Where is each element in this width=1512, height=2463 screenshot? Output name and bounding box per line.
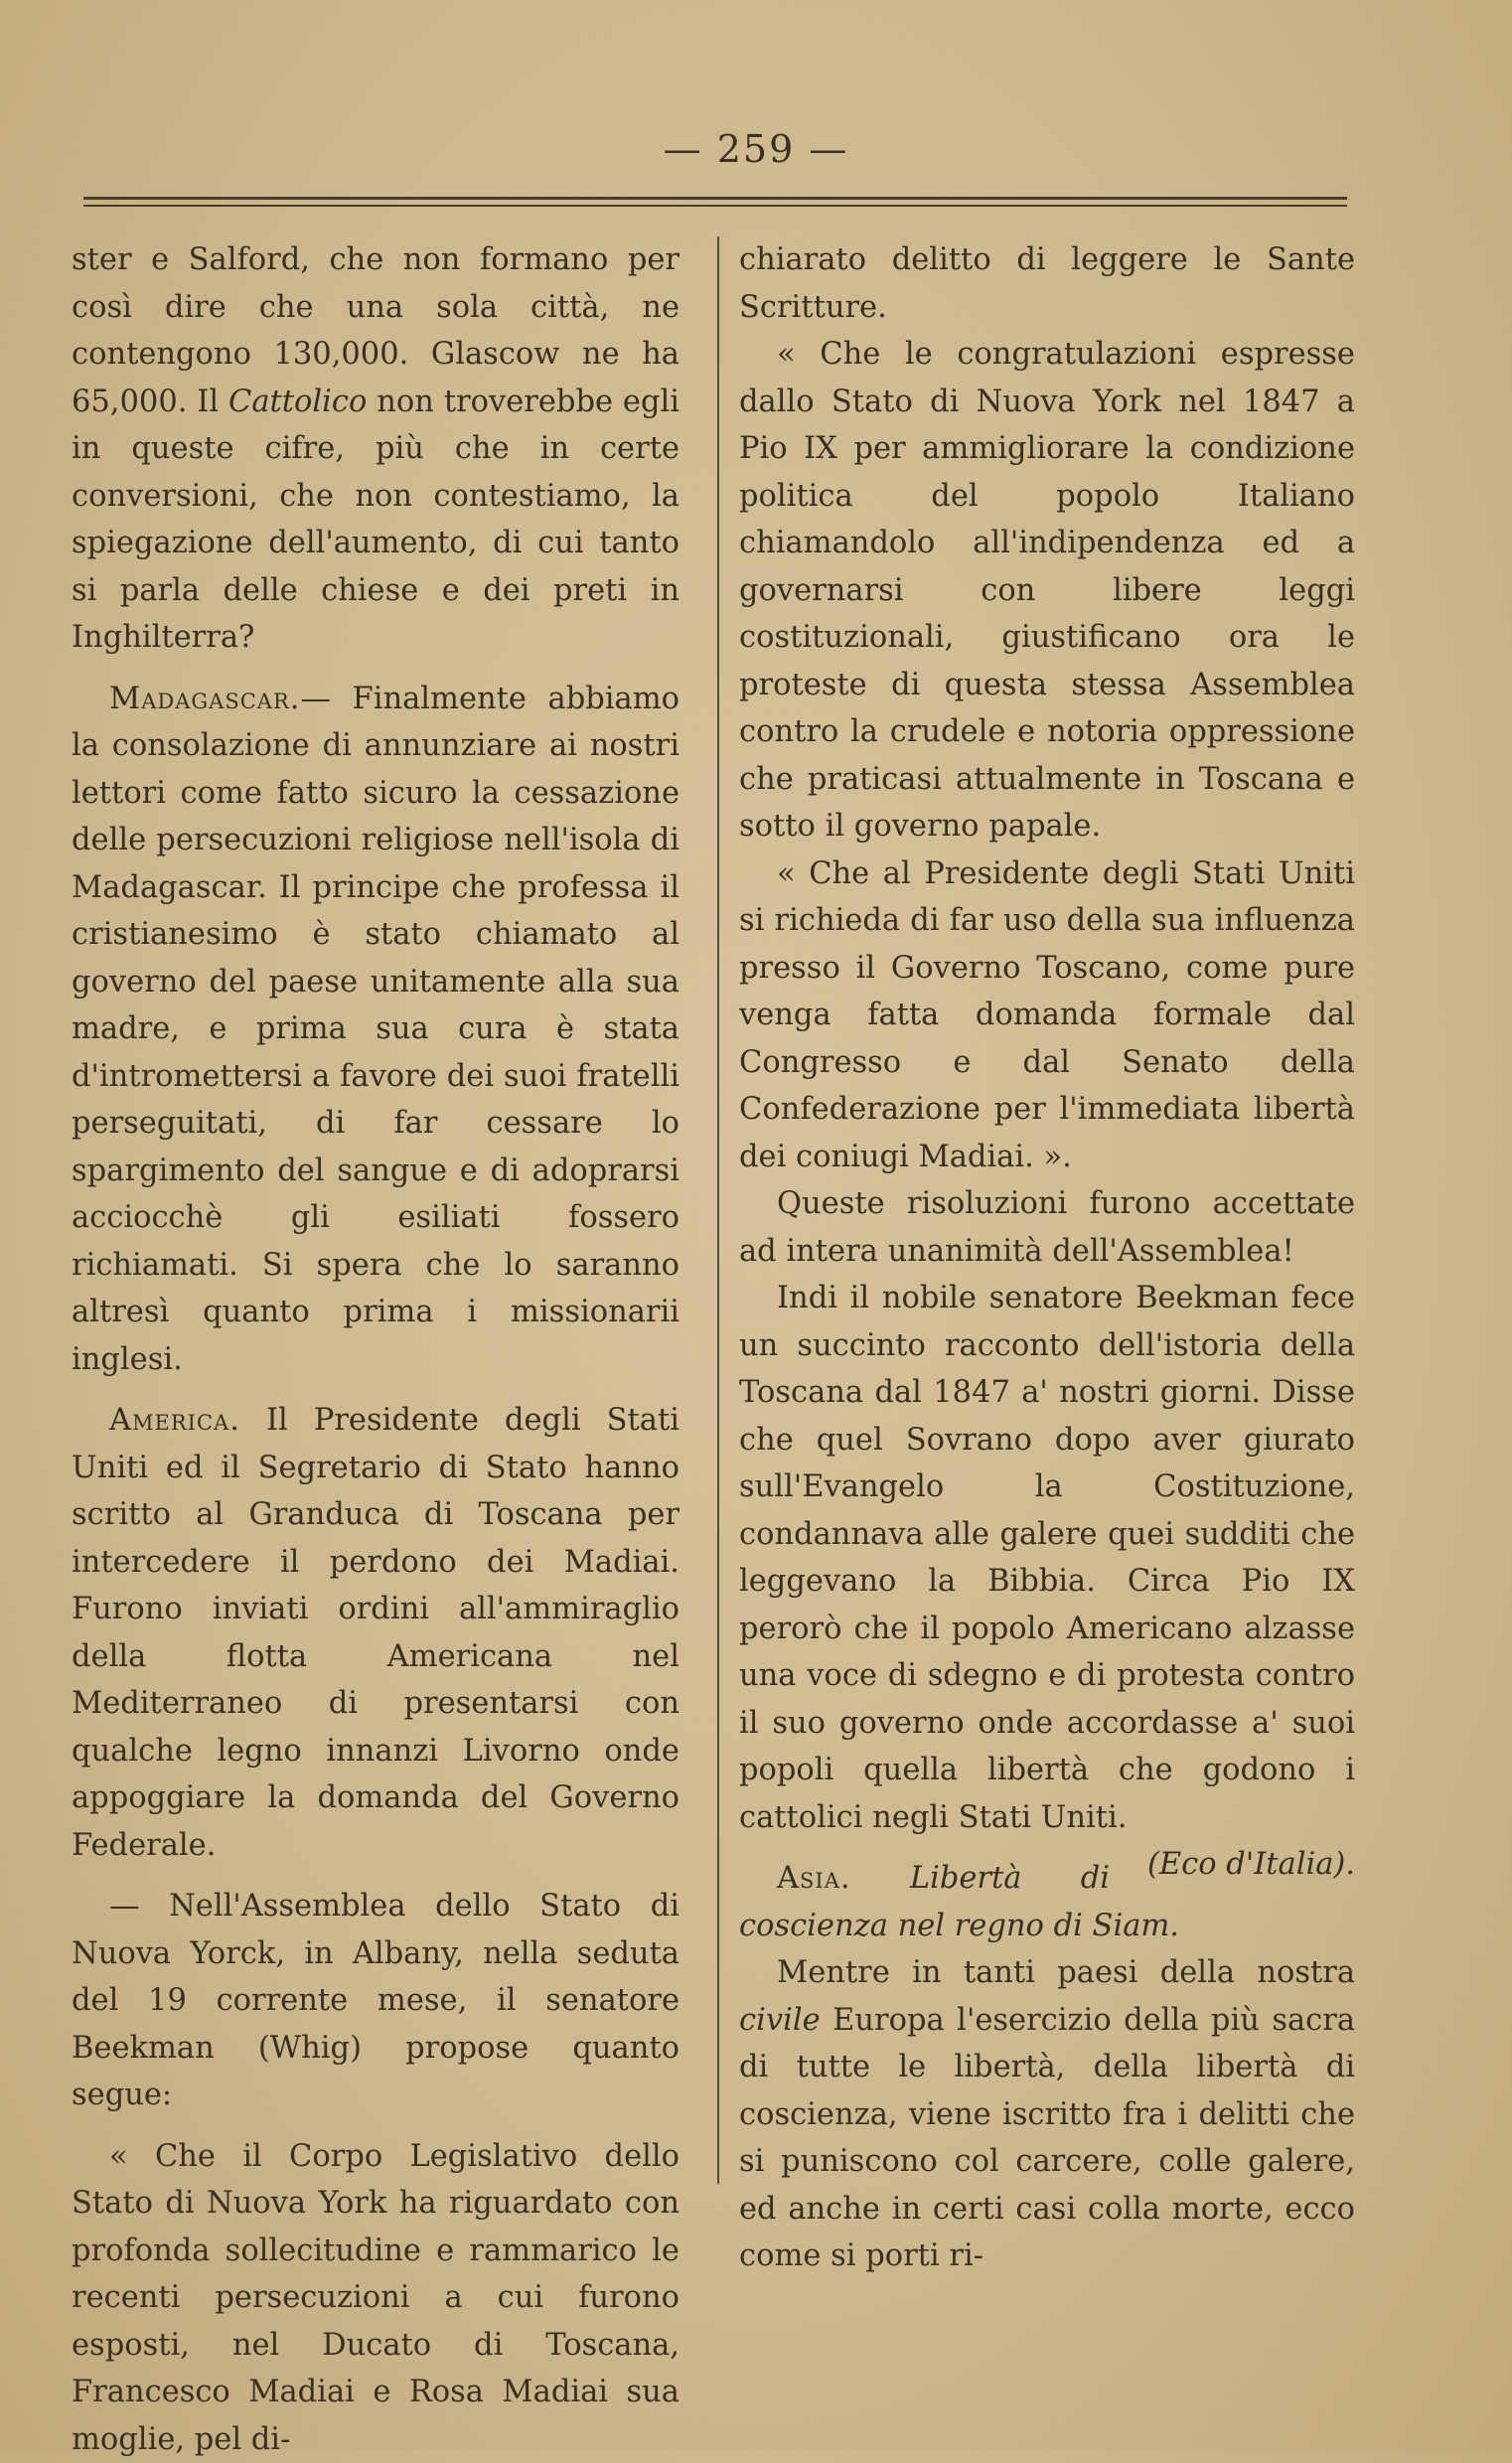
header-rule — [83, 197, 1347, 207]
beekman-text: Indi il nobile senatore Beekman fece un succinto racconto dell'istoria della Toscana dal 1847 a' nostri giorni. Disse che quel Sovrano dopo aver giurato sull'Evangelo la Costituzione, condannava alle galere quei sudditi che leggevano la Bibbia. Circa Pio IX perorò che il popolo Americano alzasse una voce di sdegno e di protesta contro il suo governo onde accordasse a' suoi popoli quella libertà che godono i cattolici negli Stati Uniti. — [739, 1281, 1355, 1835]
left-p1-text: ster e Salford, che non formano per così dire che una sola città, ne contengono 130,000. Glascow ne ha 65,000. Il Cattolico non troverebbe egli in queste cifre, più che in certe conversioni, che non contestiamo, la spiegazione dell'aumento, di cui tanto si parla delle chiese e dei preti in Inghilterra? — [72, 242, 680, 655]
asia-heading: Asia. — [777, 1861, 851, 1896]
right-paragraph-1: chiarato delitto di leggere le Sante Scritture. — [739, 236, 1355, 331]
siam-text-a: Mentre in tanti paesi della nostra — [777, 1955, 1355, 1990]
asia-title: Libertà di coscienza nel regno di Siam. — [739, 1861, 1179, 1943]
column-divider — [717, 236, 719, 2184]
left-paragraph-1 — [72, 236, 680, 662]
america-text: Il Presidente degli Stati Uniti ed il Segretario di Stato hanno scritto al Granduca di Toscana per intercedere il perdono dei Madiai. Furono inviati ordini all'ammiraglio della flotta Americana nel Mediterraneo di presentarsi con qualche legno innanzi Livorno onde appoggiare la domanda del Governo Federale. — [72, 1403, 680, 1863]
source-credit: (Eco d'Italia). — [1110, 1841, 1355, 1889]
assembly-paragraph: — Nell'Assemblea dello Stato di Nuova Yorck, in Albany, nella seduta del 19 corrente mese, il senatore Beekman (Whig) propose quanto segue: — [72, 1883, 680, 2119]
siam-text-b: Europa l'esercizio della più sacra di tutte le libertà, della libertà di coscienza, viene iscritto fra i delitti che si puniscono col carcere, colle galere, ed anche in certi casi colla morte, ecco come si porti ri- — [739, 2003, 1355, 2274]
beekman-paragraph — [739, 1275, 1355, 1841]
cattolico-italic: Cattolico — [228, 385, 367, 419]
madagascar-paragraph — [72, 676, 680, 1384]
madagascar-heading: Madagascar. — [109, 682, 300, 716]
america-heading: America. — [109, 1403, 240, 1438]
america-paragraph — [72, 1397, 680, 1869]
madagascar-text: — Finalmente abbiamo la consolazione di annunziare ai nostri lettori come fatto sicuro la cessazione delle persecuzioni religiose nell'isola di Madagascar. Il principe che professa il cristianesimo è stato chiamato al governo del paese unitamente alla sua madre, e prima sua cura è stata d'intromettersi a favore dei suoi fratelli perseguitati, di far cessare lo spargimento del sangue e di adoprarsi acciocchè gli esiliati fossero richiamati. Si spera che lo saranno altresì quanto prima i missionarii inglesi. — [72, 682, 680, 1377]
siam-italic-word: civile — [739, 2003, 821, 2038]
resolution-1-paragraph: « Che il Corpo Legislativo dello Stato di Nuova York ha riguardato con profonda sollecitudine e rammarico le recenti persecuzioni a cui furono esposti, nel Ducato di Toscana, Francesco Madiai e Rosa Madiai sua moglie, pel di- — [72, 2133, 680, 2463]
siam-paragraph — [739, 1949, 1355, 2280]
resolution-2-paragraph: « Che le congratulazioni espresse dallo Stato di Nuova York nel 1847 a Pio IX per ammigliorare la condizione politica del popolo Italiano chiamandolo all'indipendenza ed a governarsi con libere leggi costituzionali, giustificano ora le proteste di questa stessa Assemblea contro la crudele e notoria oppressione che praticasi attualmente in Toscana e sotto il governo papale. — [739, 331, 1355, 850]
page-number: — 259 — — [0, 127, 1512, 171]
acceptance-paragraph: Queste risoluzioni furono accettate ad intera unanimità dell'Assemblea! — [739, 1180, 1355, 1275]
right-column — [739, 236, 1355, 2280]
resolution-3-paragraph: « Che al Presidente degli Stati Uniti si richieda di far uso della sua influenza presso il Governo Toscano, come pure venga fatta domanda formale dal Congresso e dal Senato della Confederazione per l'immediata libertà dei coniugi Madiai. ». — [739, 850, 1355, 1181]
left-column — [72, 236, 680, 2463]
